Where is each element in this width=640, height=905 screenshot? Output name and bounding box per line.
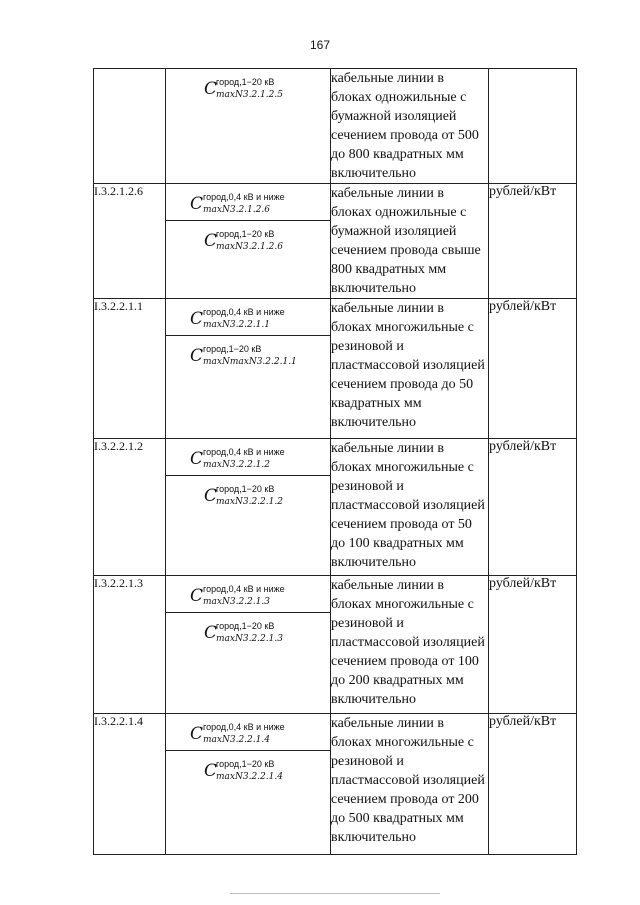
row-unit (489, 69, 577, 184)
table-row (94, 576, 577, 714)
row-description: кабельные линии в блоках многожильные с резиновой и пластмассовой изоляцией сечением провода до 50 квадратных мм включительно (331, 299, 489, 439)
formula-1-20kv: C город,1−20 кВ maxN3.2.1.2.6 (204, 229, 283, 252)
row-description: кабельные линии в блоках одножильные с бумажной изоляцией сечением провода свыше 800 квадратных мм включительно (331, 184, 489, 299)
formula-cell (166, 439, 331, 576)
row-code: I.3.2.2.1.1 (94, 299, 166, 439)
formula-1-20kv: C город,1−20 кВ maxN3.2.2.1.2 (204, 484, 283, 507)
formula-1-20kv: C город,1−20 кВ maxN3.2.1.2.5 (204, 77, 283, 100)
row-unit: рублей/кВт (489, 184, 577, 299)
row-description: кабельные линии в блоках многожильные с резиновой и пластмассовой изоляцией сечением провода от 200 до 500 квадратных мм включительно (331, 714, 489, 855)
table-row (94, 184, 577, 299)
row-code (94, 69, 166, 184)
row-unit: рублей/кВт (489, 439, 577, 576)
formula-04kv: C город,0,4 кВ и ниже maxN3.2.2.1.2 (190, 447, 285, 470)
scan-edge-line (230, 893, 440, 894)
table-row (94, 439, 577, 576)
formula-cell (166, 184, 331, 299)
formula-04kv: C город,0,4 кВ и ниже maxN3.2.2.1.3 (190, 584, 285, 607)
row-description: кабельные линии в блоках многожильные с резиновой и пластмассовой изоляцией сечением провода от 100 до 200 квадратных мм включительно (331, 576, 489, 714)
row-description: кабельные линии в блоках одножильные с бумажной изоляцией сечением провода от 500 до 800 квадратных мм включительно (331, 69, 489, 184)
row-code: I.3.2.2.1.4 (94, 714, 166, 855)
row-description: кабельные линии в блоках многожильные с резиновой и пластмассовой изоляцией сечением провода от 50 до 100 квадратных мм включительно (331, 439, 489, 576)
formula-04kv: C город,0,4 кВ и ниже maxN3.2.1.2.6 (190, 192, 285, 215)
formula-cell (166, 299, 331, 439)
table-row (94, 714, 577, 855)
formula-1-20kv: C город,1−20 кВ maxN3.2.2.1.4 (204, 759, 283, 782)
row-unit: рублей/кВт (489, 714, 577, 855)
row-code: I.3.2.2.1.3 (94, 576, 166, 714)
row-unit: рублей/кВт (489, 299, 577, 439)
formula-cell (166, 69, 331, 184)
page-number: 167 (309, 38, 331, 52)
tariff-table (93, 68, 577, 855)
formula-cell (166, 576, 331, 714)
formula-04kv: C город,0,4 кВ и ниже maxN3.2.2.1.4 (190, 722, 285, 745)
row-code: I.3.2.1.2.6 (94, 184, 166, 299)
formula-04kv: C город,0,4 кВ и ниже maxN3.2.2.1.1 (190, 307, 285, 330)
row-unit: рублей/кВт (489, 576, 577, 714)
table-row (94, 299, 577, 439)
row-code: I.3.2.2.1.2 (94, 439, 166, 576)
formula-cell (166, 714, 331, 855)
formula-1-20kv: C город,1−20 кВ maxN3.2.2.1.3 (204, 621, 283, 644)
table-row (94, 69, 577, 184)
formula-1-20kv: C город,1−20 кВ maxNmaxN3.2.2.1.1 (190, 344, 297, 367)
